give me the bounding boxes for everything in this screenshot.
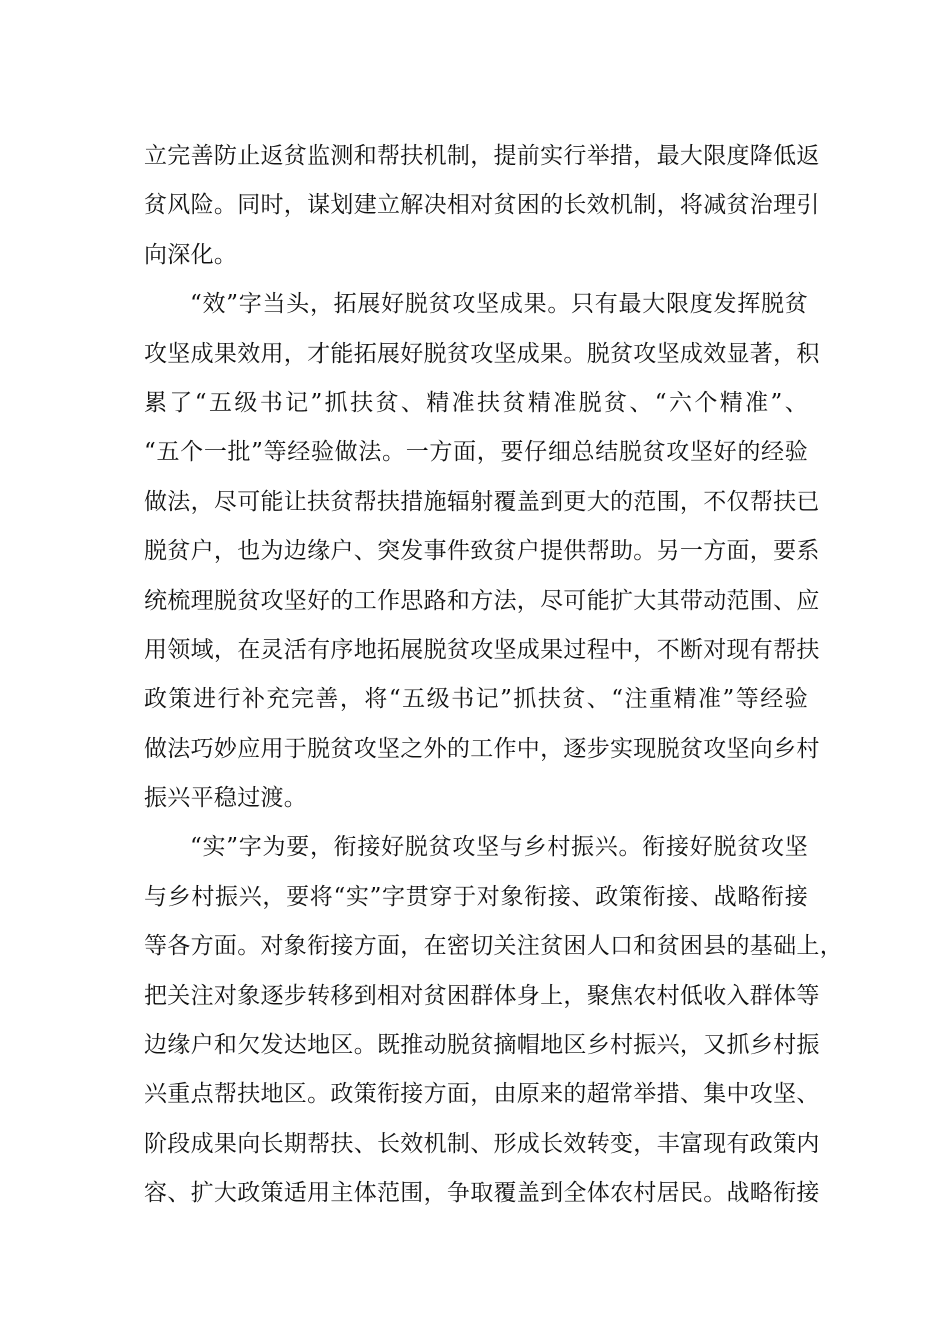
text-line: 累了“五级书记”抓扶贫、精准扶贫精准脱贫、“六个精准”、 bbox=[144, 389, 808, 416]
text-line: 兴重点帮扶地区。政策衔接方面，由原来的超常举措、集中攻坚、 bbox=[144, 1081, 820, 1108]
text-line: 边缘户和欠发达地区。既推动脱贫摘帽地区乡村振兴，又抓乡村振 bbox=[144, 1032, 820, 1059]
text-line: 做法，尽可能让扶贫帮扶措施辐射覆盖到更大的范围，不仅帮扶已 bbox=[144, 488, 820, 515]
text-line: 阶段成果向长期帮扶、长效机制、形成长效转变，丰富现有政策内 bbox=[144, 1130, 820, 1157]
body-text bbox=[144, 132, 843, 1219]
text-line: 贫风险。同时，谋划建立解决相对贫困的长效机制，将减贫治理引 bbox=[144, 192, 820, 219]
text-line: 振兴平稳过渡。 bbox=[144, 785, 308, 812]
text-line: 向深化。 bbox=[144, 241, 238, 268]
text-line: 用领域，在灵活有序地拓展脱贫攻坚成果过程中，不断对现有帮扶 bbox=[144, 636, 820, 663]
text-line: 容、扩大政策适用主体范围，争取覆盖到全体农村居民。战略衔接 bbox=[144, 1180, 820, 1207]
text-line: 政策进行补充完善，将“五级书记”抓扶贫、“注重精准”等经验 bbox=[144, 686, 808, 713]
text-line: 与乡村振兴，要将“实”字贯穿于对象衔接、政策衔接、战略衔接 bbox=[144, 883, 808, 910]
paragraph-first-line: “效”字当头，拓展好脱贫攻坚成果。只有最大限度发挥脱贫 bbox=[190, 291, 808, 318]
text-line: 等各方面。对象衔接方面，在密切关注贫困人口和贫困县的基础上， bbox=[144, 933, 843, 960]
text-line: “五个一批”等经验做法。一方面，要仔细总结脱贫攻坚好的经验 bbox=[144, 439, 808, 466]
text-line: 把关注对象逐步转移到相对贫困群体身上，聚焦农村低收入群体等 bbox=[144, 982, 820, 1009]
paragraph-first-line: “实”字为要，衔接好脱贫攻坚与乡村振兴。衔接好脱贫攻坚 bbox=[190, 834, 808, 861]
text-line: 脱贫户，也为边缘户、突发事件致贫户提供帮助。另一方面，要系 bbox=[144, 538, 820, 565]
text-line: 统梳理脱贫攻坚好的工作思路和方法，尽可能扩大其带动范围、应 bbox=[144, 587, 820, 614]
text-line: 做法巧妙应用于脱贫攻坚之外的工作中，逐步实现脱贫攻坚向乡村 bbox=[144, 735, 820, 762]
text-line: 立完善防止返贫监测和帮扶机制，提前实行举措，最大限度降低返 bbox=[144, 143, 820, 169]
text-line: 攻坚成果效用，才能拓展好脱贫攻坚成果。脱贫攻坚成效显著，积 bbox=[144, 340, 820, 367]
